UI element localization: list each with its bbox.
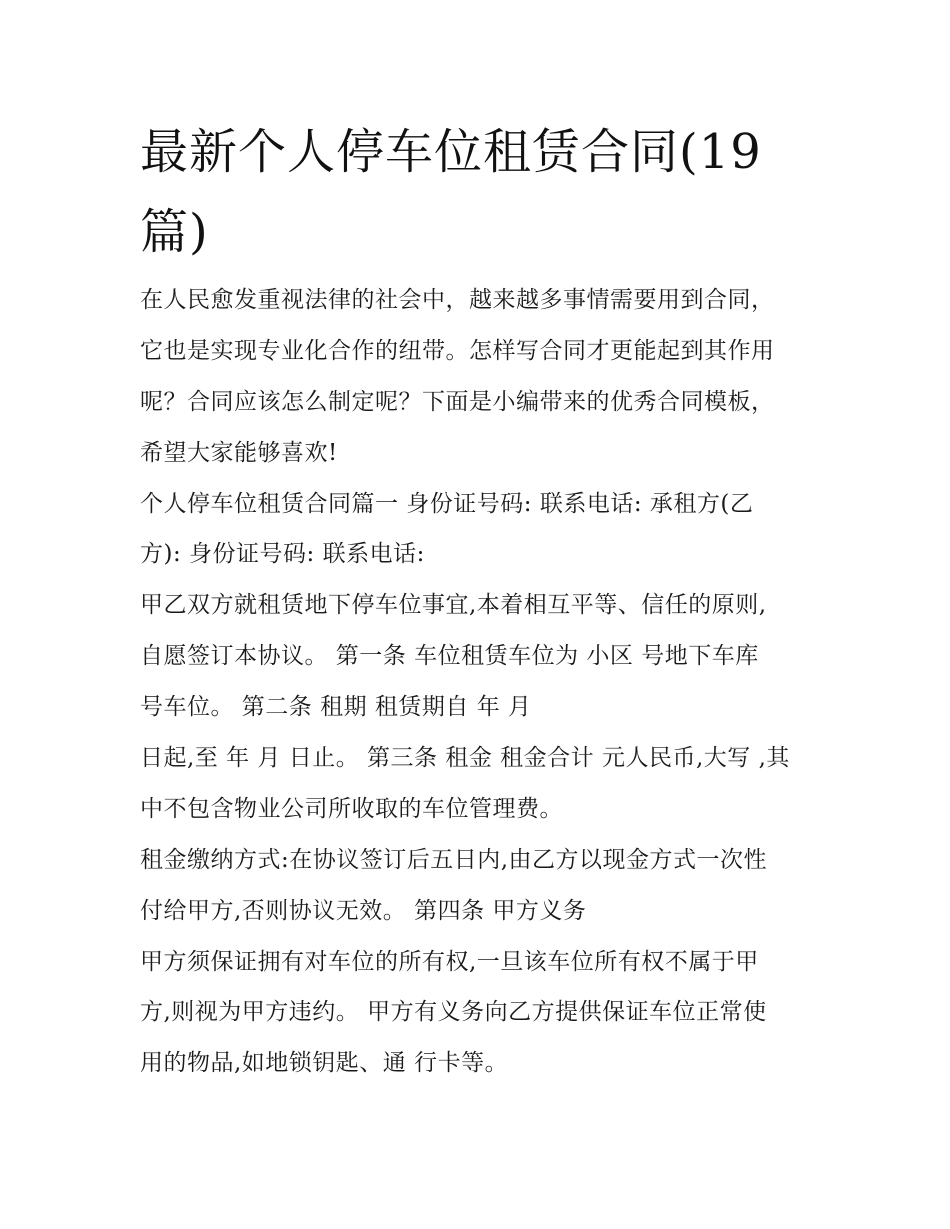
title-line-2: 篇) xyxy=(140,204,209,260)
body-line: 方,则视为甲方违约。 甲方有义务向乙方提供保证车位正常使 xyxy=(140,999,767,1026)
body-line: 呢？合同应该怎么制定呢？下面是小编带来的优秀合同模板， xyxy=(140,388,775,415)
body-line: 甲方须保证拥有对车位的所有权,一旦该车位所有权不属于甲 xyxy=(140,948,759,975)
body-line: 日起,至 年 月 日止。 第三条 租金 租金合计 元人民币,大写 ,其 xyxy=(140,745,790,772)
body-line: 甲乙双方就租赁地下停车位事宜,本着相互平等、信任的原则, xyxy=(140,592,767,619)
body-line: 付给甲方,否则协议无效。 第四条 甲方义务 xyxy=(140,897,587,924)
body-line: 自愿签订本协议。 第一条 车位租赁车位为 小区 号地下车库 xyxy=(140,643,759,670)
body-line: 方): 身份证号码: 联系电话: xyxy=(140,541,425,568)
body-line: 中不包含物业公司所收取的车位管理费。 xyxy=(140,795,563,822)
body-line: 在人民愈发重视法律的社会中，越来越多事情需要用到合同， xyxy=(140,287,775,313)
document-title xyxy=(140,112,820,272)
body-line: 号车位。 第二条 租期 租赁期自 年 月 xyxy=(140,694,532,721)
body-line: 租金缴纳方式:在协议签订后五日内,由乙方以现金方式一次性 xyxy=(140,846,768,873)
body-line: 个人停车位租赁合同篇一 身份证号码: 联系电话: 承租方(乙 xyxy=(140,490,754,517)
body-line: 它也是实现专业化合作的纽带。怎样写合同才更能起到其作用 xyxy=(140,337,775,364)
body-line: 希望大家能够喜欢! xyxy=(140,439,338,466)
title-line-1: 最新个人停车位租赁合同(19 xyxy=(140,124,762,180)
document-body xyxy=(140,278,830,1092)
body-line: 用的物品,如地锁钥匙、通 行卡等。 xyxy=(140,1050,509,1077)
